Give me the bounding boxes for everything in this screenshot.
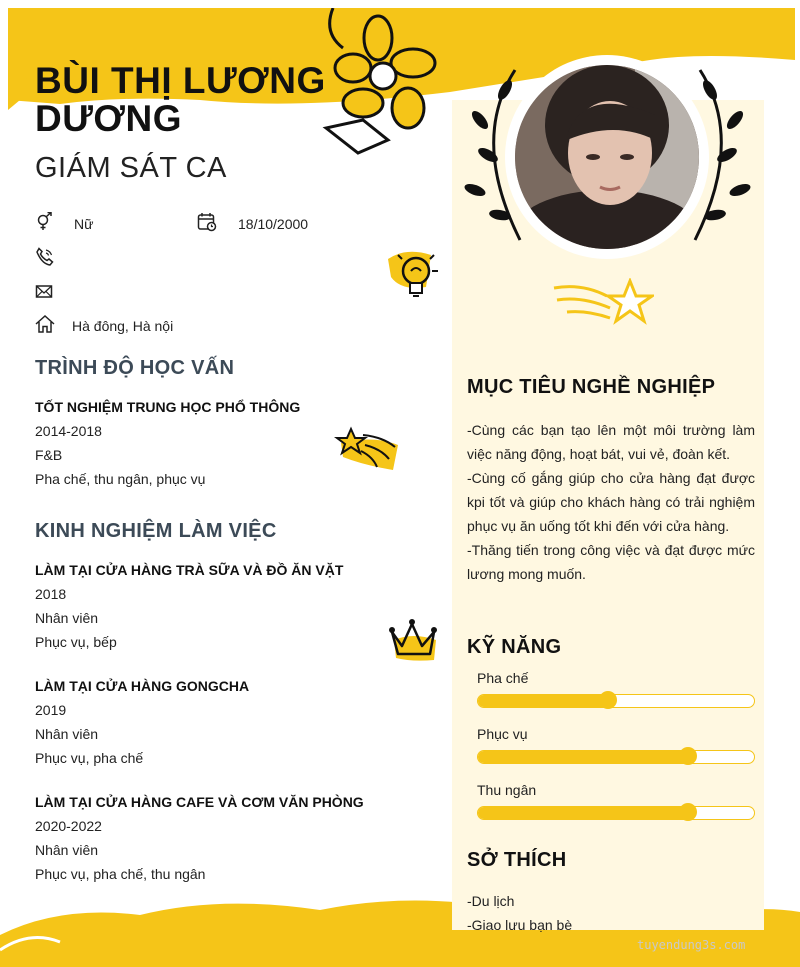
skills-heading: KỸ NĂNG: [467, 636, 562, 658]
skill-bar: [477, 806, 755, 820]
avatar: [515, 65, 699, 249]
experience-year: 2020-2022: [35, 818, 102, 834]
crown-icon: [388, 618, 440, 662]
experience-position: Nhân viên: [35, 610, 99, 626]
full-name: BÙI THỊ LƯƠNG DƯƠNG: [35, 60, 326, 139]
education-school: TỐT NGHIỆM TRUNG HỌC PHỔ THÔNG: [35, 399, 301, 415]
objective-line: -Thăng tiến trong công việc và đạt được mức lương mong muốn.: [467, 542, 755, 582]
skill-bar: [477, 694, 755, 708]
email-icon: [35, 282, 55, 302]
experience-year: 2019: [35, 702, 67, 718]
hobbies-heading: SỞ THÍCH: [467, 849, 567, 871]
calendar-icon: [197, 212, 217, 232]
education-detail: Pha chế, thu ngân, phục vụ: [35, 471, 206, 487]
shooting-star-icon: [552, 278, 654, 326]
experience-year: 2018: [35, 586, 67, 602]
skill-bar-knob: [679, 803, 697, 821]
skill-bar-knob: [599, 691, 617, 709]
skill-bar-fill: [478, 751, 688, 763]
education-major: F&B: [35, 447, 63, 463]
experience-company: LÀM TẠI CỬA HÀNG CAFE VÀ CƠM VĂN PHÒNG: [35, 794, 364, 810]
experience-heading: KINH NGHIỆM LÀM VIỆC: [35, 520, 277, 542]
experience-position: Nhân viên: [35, 842, 99, 858]
hobby-item: -Du lịch: [467, 893, 515, 909]
objective-text: [467, 418, 755, 586]
skill-bar-knob: [679, 747, 697, 765]
objective-line: -Cùng các bạn tạo lên một môi trường làm việc năng động, hoạt bát, vui vẻ, đoàn kết.: [467, 422, 755, 462]
avatar-frame: [505, 55, 709, 259]
skill-label: Phục vụ: [477, 726, 528, 742]
watermark: tuyendung3s.com: [637, 938, 746, 952]
address-value: Hà đông, Hà nội: [72, 318, 174, 334]
experience-duties: Phục vụ, bếp: [35, 634, 117, 650]
experience-company: LÀM TẠI CỬA HÀNG TRÀ SỮA VÀ ĐỒ ĂN VẶT: [35, 562, 344, 578]
experience-company: LÀM TẠI CỬA HÀNG GONGCHA: [35, 678, 250, 694]
objective-line: -Cùng cố gắng giúp cho cửa hàng đạt được kpi tốt và giúp cho khách hàng có trải nghiệm phục vụ ăn uống tốt khi đến với cửa hàng.: [467, 470, 755, 534]
skill-bar-fill: [478, 695, 608, 707]
education-heading: TRÌNH ĐỘ HỌC VẤN: [35, 357, 235, 379]
gender-icon: [35, 212, 55, 232]
experience-duties: Phục vụ, pha chế, thu ngân: [35, 866, 206, 882]
birthdate-value: 18/10/2000: [238, 216, 309, 232]
job-title: GIÁM SÁT CA: [35, 152, 227, 184]
home-icon: [35, 314, 55, 334]
phone-icon: [35, 247, 55, 267]
objective-heading: MỤC TIÊU NGHỀ NGHIỆP: [467, 376, 716, 398]
experience-position: Nhân viên: [35, 726, 99, 742]
education-period: 2014-2018: [35, 423, 102, 439]
experience-duties: Phục vụ, pha chế: [35, 750, 144, 766]
shooting-star-icon: [333, 425, 401, 473]
skill-bar: [477, 750, 755, 764]
hobby-item: -Giao lưu bạn bè: [467, 917, 573, 933]
gender-value: Nữ: [74, 216, 94, 232]
lightbulb-icon: [386, 247, 448, 305]
skill-label: Thu ngân: [477, 782, 537, 798]
skill-bar-fill: [478, 807, 688, 819]
skill-label: Pha chế: [477, 670, 529, 686]
